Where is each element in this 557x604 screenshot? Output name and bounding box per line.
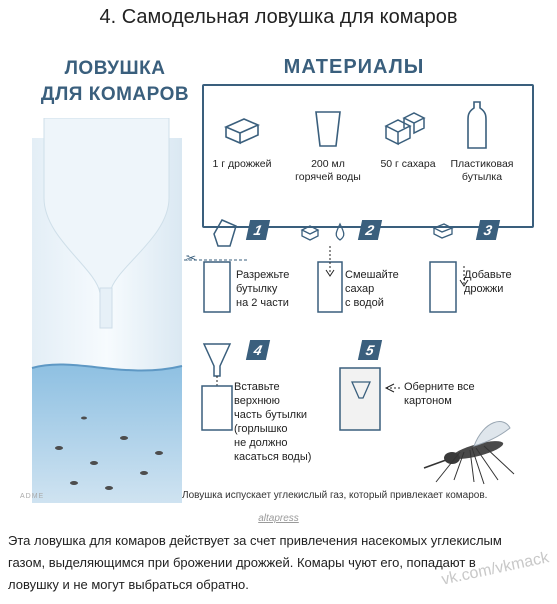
vk-watermark: vk.com/vkmack [440,549,551,589]
step5-illustration [330,358,410,438]
step1-number: 1 [246,220,270,240]
article-caption: Эта ловушка для комаров действует за счет привлечения насекомых углекислым газом, выделяющимся при брожении дрожжей. Комары чуют его, попадают в ловушку и не могут выбраться обратно. [8,533,502,592]
yeast-block-icon [222,111,262,147]
mosquito-illustration [414,408,534,488]
step2-text: Смешайте сахар с водой [345,269,399,309]
adme-watermark: ADME [20,493,45,500]
title-line-1: ЛОВУШКА [64,58,166,79]
source-credit-link[interactable]: altapress [258,513,299,524]
infographic-footnote: Ловушка испускает углекислый газ, который привлекает комаров. [182,490,488,501]
step2-number: 2 [358,220,382,240]
bottle-trap-photo [14,118,199,508]
title-line-2: ДЛЯ КОМАРОВ [40,84,190,105]
step5-text: Оберните все картоном [404,381,475,407]
step4-text: Вставьте верхнюю часть бутылки (горлышко не должно касаться воды) [234,381,312,463]
step5-number: 5 [358,340,382,360]
glass-icon [310,108,346,150]
infographic-title [30,56,200,108]
sugar-cubes-icon [380,106,430,150]
svg-text:✂: ✂ [186,251,197,265]
material-sugar: 50 г сахара [380,158,436,170]
step3-text: Добавьте дрожжи [464,269,512,295]
infographic [14,38,539,510]
article-heading: 4. Самодельная ловушка для комаров [99,6,458,28]
material-bottle: Пластиковая бутылка [450,158,514,183]
material-yeast: 1 г дрожжей [212,158,272,170]
plastic-bottle-icon [466,100,488,152]
materials-title: МАТЕРИАЛЫ [283,56,425,78]
step3-number: 3 [476,220,500,240]
material-water: 200 мл горячей воды [295,158,361,183]
step4-number: 4 [246,340,270,360]
step1-text: Разрежьте бутылку на 2 части [236,269,290,309]
